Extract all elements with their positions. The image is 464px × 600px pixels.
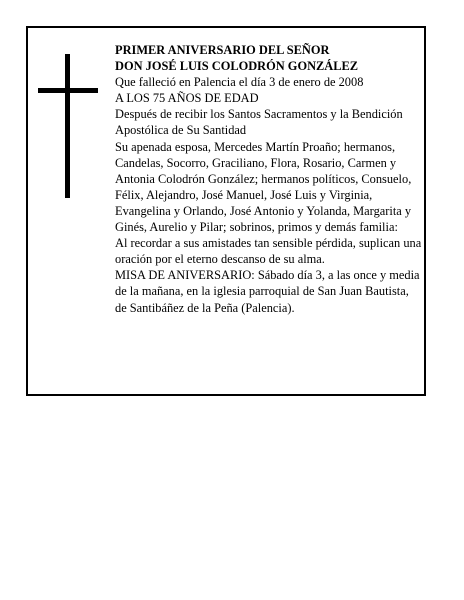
obituary-notice bbox=[26, 26, 426, 396]
age-line: A LOS 75 AÑOS DE EDAD bbox=[115, 91, 259, 106]
cross-icon bbox=[38, 54, 98, 198]
cross-vertical-bar bbox=[65, 54, 70, 198]
request-paragraph: Al recordar a sus amistades tan sensible pérdida, suplican una oración por el eterno descanso de su alma. bbox=[115, 236, 422, 267]
heading-line-1: PRIMER ANIVERSARIO DEL SEÑOR bbox=[115, 43, 330, 57]
cross-horizontal-bar bbox=[38, 88, 98, 93]
family-paragraph: Su apenada esposa, Mercedes Martín Proaño; hermanos, Candelas, Socorro, Graciliano, Flora, Rosario, Carmen y Antonia Colodrón González; hermanos políticos, Consuelo, Félix, Alejandro, José Manuel, José Luis y Virginia, Evangelina y Orlando, José Antonio y Yolanda, Margarita y Ginés, Aurelio y Pilar; sobrinos, primos y demás familia: bbox=[115, 139, 412, 235]
mass-paragraph: MISA DE ANIVERSARIO: Sábado día 3, a las once y media de la mañana, en la iglesia parroquial de San Juan Bautista, de Santibáñez de la Peña (Palencia). bbox=[115, 268, 420, 315]
notice-text bbox=[115, 42, 423, 316]
death-date-line: Que falleció en Palencia el día 3 de enero de 2008 bbox=[115, 75, 364, 90]
heading-line-2: DON JOSÉ LUIS COLODRÓN GONZÁLEZ bbox=[115, 59, 359, 74]
sacraments-paragraph: Después de recibir los Santos Sacramentos y la Bendición Apostólica de Su Santidad bbox=[115, 107, 403, 138]
